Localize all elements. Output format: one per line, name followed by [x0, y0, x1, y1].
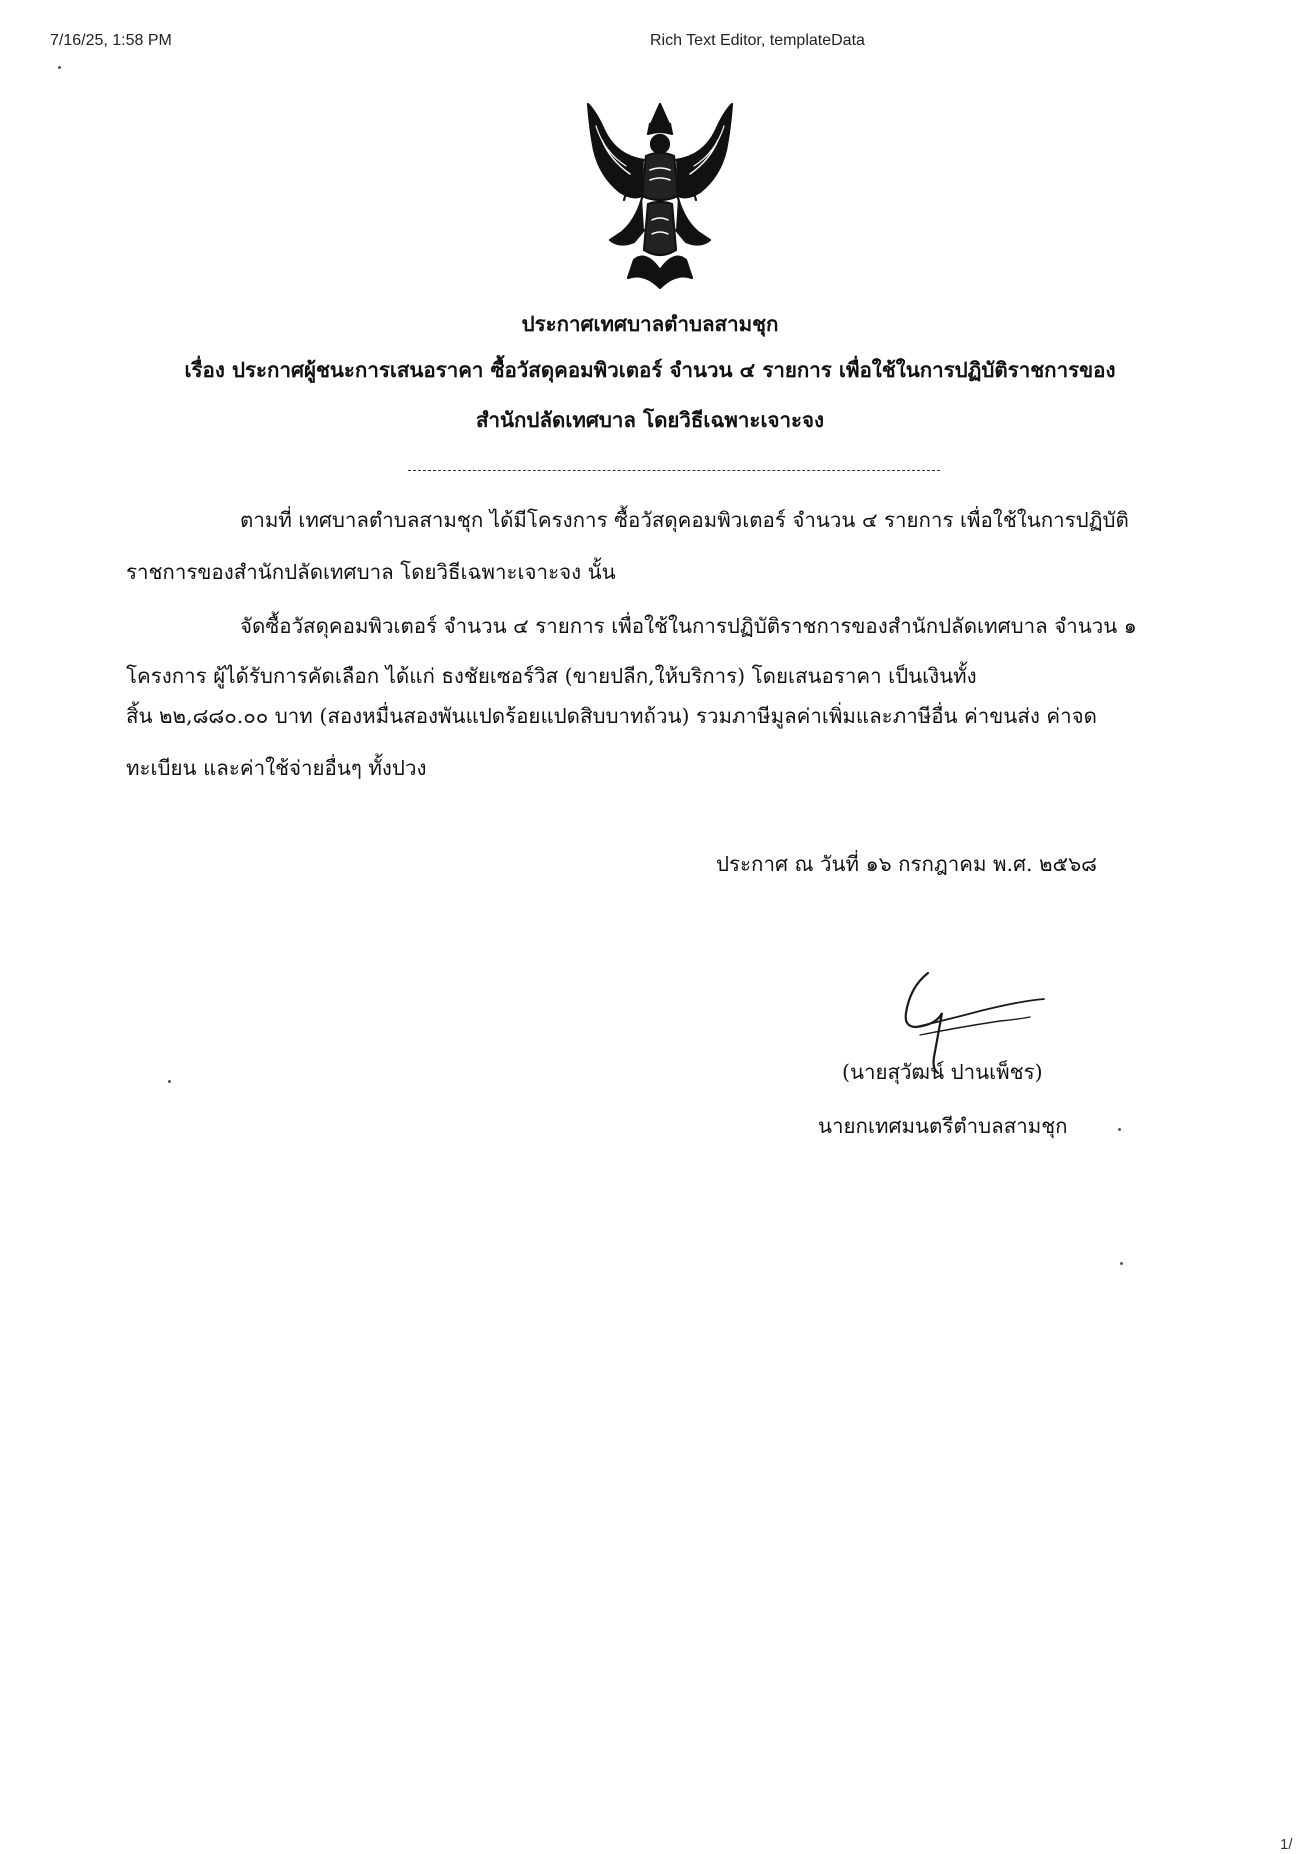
garuda-emblem-icon [580, 100, 740, 290]
paragraph-2-line-1: จัดซื้อวัสดุคอมพิวเตอร์ จำนวน ๔ รายการ เพื่อใช้ในการปฏิบัติราชการของสำนักปลัดเทศบาล จำนวน ๑ [240, 614, 1137, 638]
signer-name: (นายสุวัฒน์ ปานเพ็ชร) [842, 1060, 1043, 1084]
paragraph-2-line-4: ทะเบียน และค่าใช้จ่ายอื่นๆ ทั้งปวง [126, 756, 427, 780]
announcement-date: ประกาศ ณ วันที่ ๑๖ กรกฎาคม พ.ศ. ๒๕๖๘ [716, 852, 1097, 876]
scan-speck [1118, 1128, 1121, 1131]
print-timestamp: 7/16/25, 1:58 PM [50, 32, 172, 49]
signer-position: นายกเทศมนตรีตำบลสามชุก [818, 1114, 1068, 1138]
announcement-title: ประกาศเทศบาลตำบลสามชุก [521, 312, 779, 336]
paragraph-2-line-3: สิ้น ๒๒,๘๘๐.๐๐ บาท (สองหมื่นสองพันแปดร้อยแปดสิบบาทถ้วน) รวมภาษีมูลค่าเพิ่มและภาษีอื่น ค่าขนส่ง ค่าจด [126, 704, 1097, 728]
announcement-subject-line-1: เรื่อง ประกาศผู้ชนะการเสนอราคา ซื้อวัสดุคอมพิวเตอร์ จำนวน ๔ รายการ เพื่อใช้ในการปฏิบัติราชการของ [184, 358, 1116, 382]
paragraph-1-line-1: ตามที่ เทศบาลตำบลสามชุก ได้มีโครงการ ซื้อวัสดุคอมพิวเตอร์ จำนวน ๔ รายการ เพื่อใช้ในการปฏิบัติ [240, 508, 1129, 532]
scan-speck [58, 66, 61, 69]
paragraph-2-line-2: โครงการ ผู้ได้รับการคัดเลือก ได้แก่ ธงชัยเซอร์วิส (ขายปลีก,ให้บริการ) โดยเสนอราคา เป็นเงินทั้ง [126, 664, 977, 688]
scan-speck [1120, 1262, 1123, 1265]
page-number: 1/ [1280, 1836, 1293, 1853]
print-document-title: Rich Text Editor, templateData [650, 32, 865, 49]
scan-speck [168, 1080, 171, 1083]
announcement-subject-line-2: สำนักปลัดเทศบาล โดยวิธีเฉพาะเจาะจง [475, 408, 825, 432]
dashed-divider [408, 470, 940, 471]
paragraph-1-line-2: ราชการของสำนักปลัดเทศบาล โดยวิธีเฉพาะเจาะจง นั้น [126, 560, 616, 584]
